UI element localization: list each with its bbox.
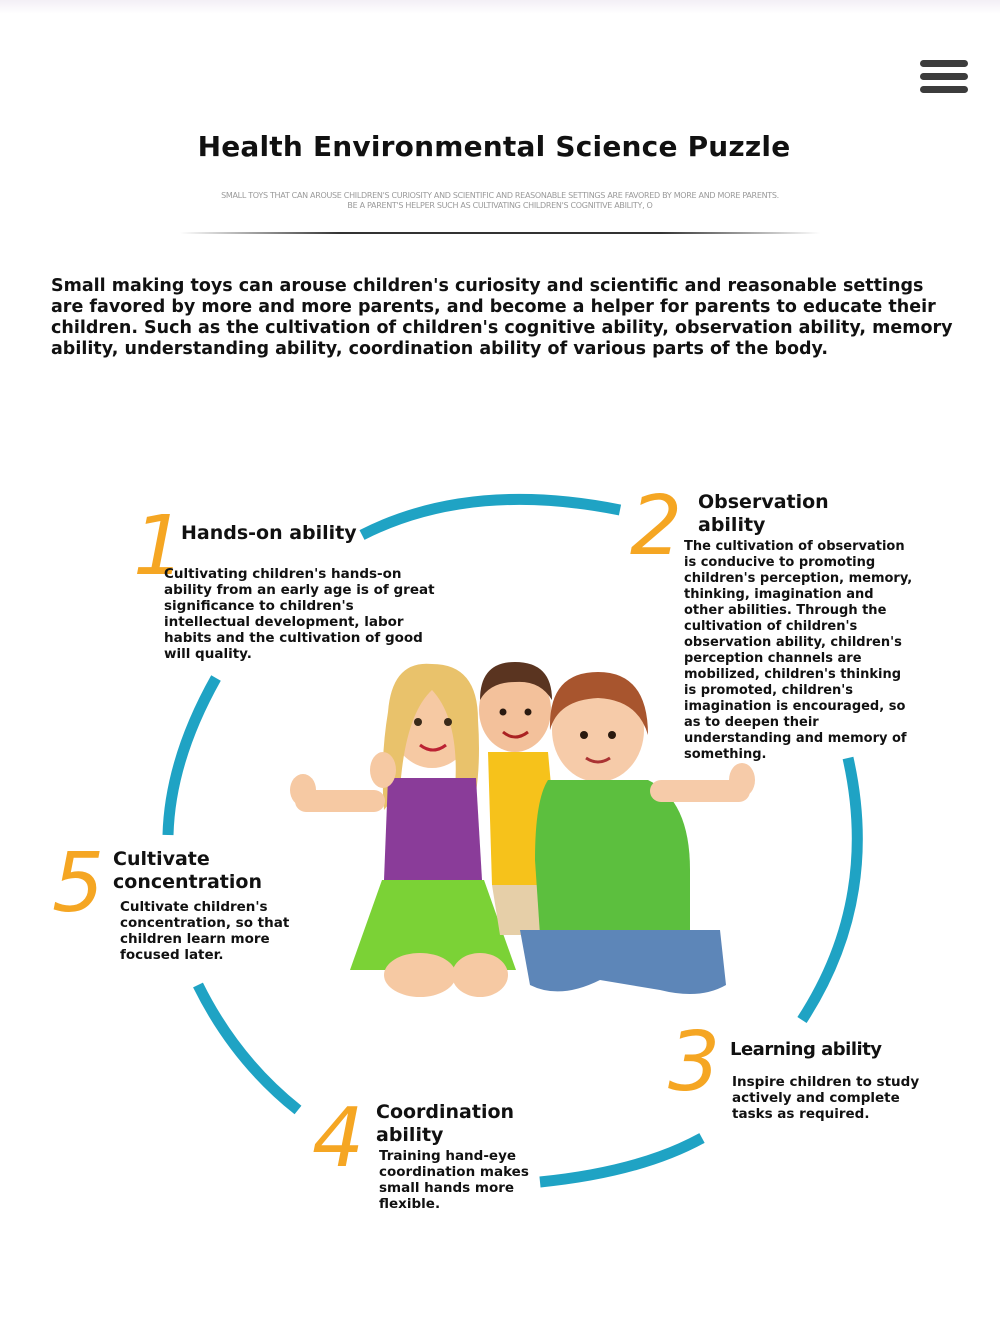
ability-title-coordination: Coordination ability — [376, 1101, 515, 1146]
page-title: Health Environmental Science Puzzle — [197, 130, 791, 163]
ability-title-observation: Observation ability — [698, 491, 829, 536]
ability-text-coordination: Training hand-eye coordination makes small hands more flexible. — [379, 1148, 529, 1212]
ability-text-hands-on: Cultivating children's hands-on ability from an early age is of great significance to children's intellectual development, labor habits and the cultivation of good will quality. — [164, 566, 435, 662]
ability-title-learning: Learning ability — [730, 1039, 882, 1060]
ability-number-2: 2 — [630, 479, 683, 574]
intro-paragraph: Small making toys can arouse children's curiosity and scientific and reasonable settings are favored by more and more parents, and become a helper for parents to educate their children. Such as the cultivation of children's cognitive ability, observation ability, memory ability, understanding ability, coordination ability of various parts of the body. — [51, 276, 953, 359]
subtitle-line-2: BE A PARENT'S HELPER SUCH AS CULTIVATING CHILDREN'S COGNITIVE ABILITY, O — [347, 201, 653, 210]
ability-title-hands-on: Hands-on ability — [181, 522, 357, 544]
subtitle-line-1: SMALL TOYS THAT CAN AROUSE CHILDREN'S CURIOSITY AND SCIENTIFIC AND REASONABLE SETTINGS ARE FAVORED BY MORE AND MORE PARENTS. — [221, 191, 779, 200]
ability-number-5: 5 — [52, 836, 105, 931]
ability-number-3: 3 — [668, 1015, 721, 1110]
ability-title-concentration: Cultivate concentration — [113, 848, 262, 893]
ability-number-4: 4 — [312, 1091, 365, 1186]
ability-text-concentration: Cultivate children's concentration, so that children learn more focused later. — [120, 899, 290, 963]
ability-text-observation: The cultivation of observation is conducive to promoting children's perception, memory, thinking, imagination and other abilities. Through the cultivation of children's observation ability, children's perception channels are mobilized, children's thinking is promoted, children's imagination is encouraged, so as to deepen their understanding and memory of something. — [684, 539, 913, 762]
ability-text-learning: Inspire children to study actively and complete tasks as required. — [732, 1074, 920, 1122]
ability-number-1: 1 — [133, 499, 186, 594]
